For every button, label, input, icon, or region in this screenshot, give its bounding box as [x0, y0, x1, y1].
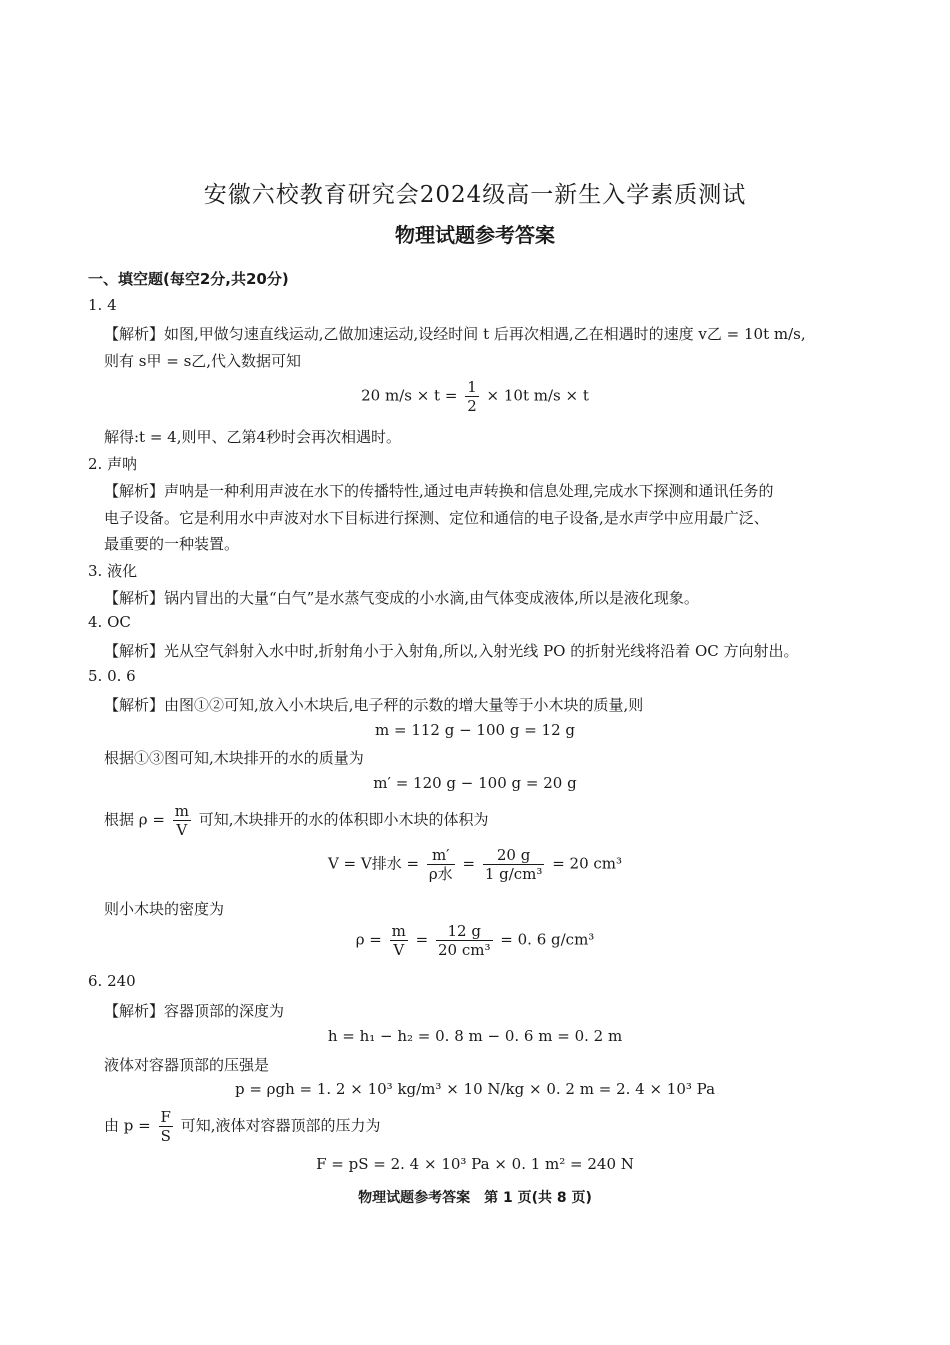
q5-eq4-right: = 0. 6 g/cm³ — [500, 930, 595, 949]
q6-l3-pre: 由 p = — [104, 1116, 151, 1135]
q6-analysis-line-3 — [104, 1108, 380, 1145]
q6-equation-3: F = pS = 2. 4 × 10³ Pa × 0. 1 m² = 240 N — [316, 1155, 634, 1173]
q2-analysis-line-2: 电子设备。它是利用水中声波对水下目标进行探测、定位和通信的电子设备,是水声学中应用最广泛、 — [104, 509, 769, 527]
q1-answer: 1. 4 — [88, 296, 117, 314]
q5-equation-2: m′ = 120 g − 100 g = 20 g — [373, 774, 577, 792]
page-subtitle: 物理试题参考答案 — [395, 223, 555, 247]
q3-answer: 3. 液化 — [88, 562, 138, 580]
q5-eq4-denominator-1: V — [393, 941, 405, 959]
q2-analysis-line-3: 最重要的一种装置。 — [104, 535, 240, 553]
q6-l3-denominator: S — [160, 1127, 171, 1145]
q5-l3-denominator: V — [176, 821, 188, 839]
q6-l3-fraction — [159, 1108, 173, 1145]
q1-eq-numerator: 1 — [467, 378, 477, 396]
q5-analysis-line-4: 则小木块的密度为 — [104, 900, 225, 918]
q1-eq-denominator: 2 — [467, 397, 477, 415]
q3-analysis-line-1: 【解析】锅内冒出的大量“白气”是水蒸气变成的小水滴,由气体变成液体,所以是液化现象。 — [104, 589, 699, 607]
q5-eq3-denominator-1: ρ水 — [428, 865, 453, 883]
q5-eq4-numerator-1: m — [391, 922, 406, 940]
q1-analysis-line-1: 【解析】如图,甲做匀速直线运动,乙做加速运动,设经时间 t 后再次相遇,乙在相遇时的速度 v乙 = 10t m/s, — [104, 325, 806, 343]
q5-equation-1: m = 112 g − 100 g = 12 g — [375, 721, 575, 739]
q4-answer: 4. OC — [88, 613, 131, 631]
q5-eq4-denominator-2: 20 cm³ — [438, 941, 491, 959]
page-footer: 物理试题参考答案 第 1 页(共 8 页) — [358, 1190, 592, 1206]
q5-eq3-left: V = V排水 = — [327, 854, 420, 873]
q5-l3-post: 可知,木块排开的水的体积即小木块的体积为 — [198, 810, 489, 829]
q6-l3-post: 可知,液体对容器顶部的压力为 — [180, 1116, 381, 1135]
q5-eq3-numerator-1: m′ — [427, 846, 455, 865]
q5-analysis-line-2: 根据①③图可知,木块排开的水的质量为 — [104, 749, 364, 767]
q5-l3-fraction — [173, 802, 191, 839]
q5-eq4-left: ρ = — [355, 930, 382, 949]
q1-eq-left: 20 m/s × t = — [361, 386, 458, 405]
q6-analysis-line-2: 液体对容器顶部的压强是 — [104, 1056, 270, 1074]
q5-l3-pre: 根据 ρ = — [104, 810, 165, 829]
q6-equation-1: h = h₁ − h₂ = 0. 8 m − 0. 6 m = 0. 2 m — [327, 1027, 623, 1045]
page-title: 安徽六校教育研究会2024级高一新生入学素质测试 — [203, 182, 747, 208]
q5-analysis-line-1: 【解析】由图①②可知,放入小木块后,电子秤的示数的增大量等于小木块的质量,则 — [104, 696, 644, 714]
q5-analysis-line-3 — [104, 802, 489, 839]
q1-analysis-line-2: 则有 s甲 = s乙,代入数据可知 — [104, 352, 302, 370]
section-heading: 一、填空题(每空2分,共20分) — [88, 270, 289, 288]
q2-answer: 2. 声呐 — [88, 455, 138, 473]
q6-analysis-line-1: 【解析】容器顶部的深度为 — [104, 1002, 285, 1020]
q5-eq3-fraction-1 — [427, 846, 455, 883]
q5-answer: 5. 0. 6 — [88, 667, 136, 685]
q5-eq4-fraction-1 — [390, 922, 408, 959]
q5-l3-numerator: m — [174, 802, 189, 820]
q6-answer: 6. 240 — [88, 972, 136, 990]
q5-eq4-numerator-2: 12 g — [436, 922, 493, 941]
q5-eq3-numerator-2: 20 g — [483, 846, 545, 865]
q4-analysis-line-1: 【解析】光从空气斜射入水中时,折射角小于入射角,所以,入射光线 PO 的折射光线将沿着 OC 方向射出。 — [104, 642, 799, 660]
q5-equation-3: V = V排水 = $\frac{m'}{\text{ρ水}}$ = $\frac{20 g}{\text{1 g/cm³}}$ = 20 cm³ — [327, 846, 623, 883]
q1-equation — [0, 378, 950, 415]
q5-eq4-fraction-2 — [436, 922, 493, 959]
q5-eq3-right: = 20 cm³ — [552, 854, 623, 873]
q1-eq-fraction — [465, 378, 479, 415]
q1-analysis-line-3: 解得:t = 4,则甲、乙第4秒时会再次相遇时。 — [104, 428, 402, 446]
q1-eq-right: × 10t m/s × t — [486, 386, 589, 405]
q5-eq3-fraction-2 — [483, 846, 545, 883]
q5-equation-4: ρ = $\frac{m}{V}$ = $\frac{12 g}{\text{20 cm³}}$ = 0. 6 g/cm³ — [355, 922, 595, 959]
q5-eq3-denominator-2: 1 g/cm³ — [484, 865, 543, 883]
q2-analysis-line-1: 【解析】声呐是一种利用声波在水下的传播特性,通过电声转换和信息处理,完成水下探测和通讯任务的 — [104, 482, 774, 500]
q6-l3-numerator: F — [160, 1108, 171, 1126]
q6-equation-2: p = ρgh = 1. 2 × 10³ kg/m³ × 10 N/kg × 0. 2 m = 2. 4 × 10³ Pa — [234, 1080, 716, 1098]
